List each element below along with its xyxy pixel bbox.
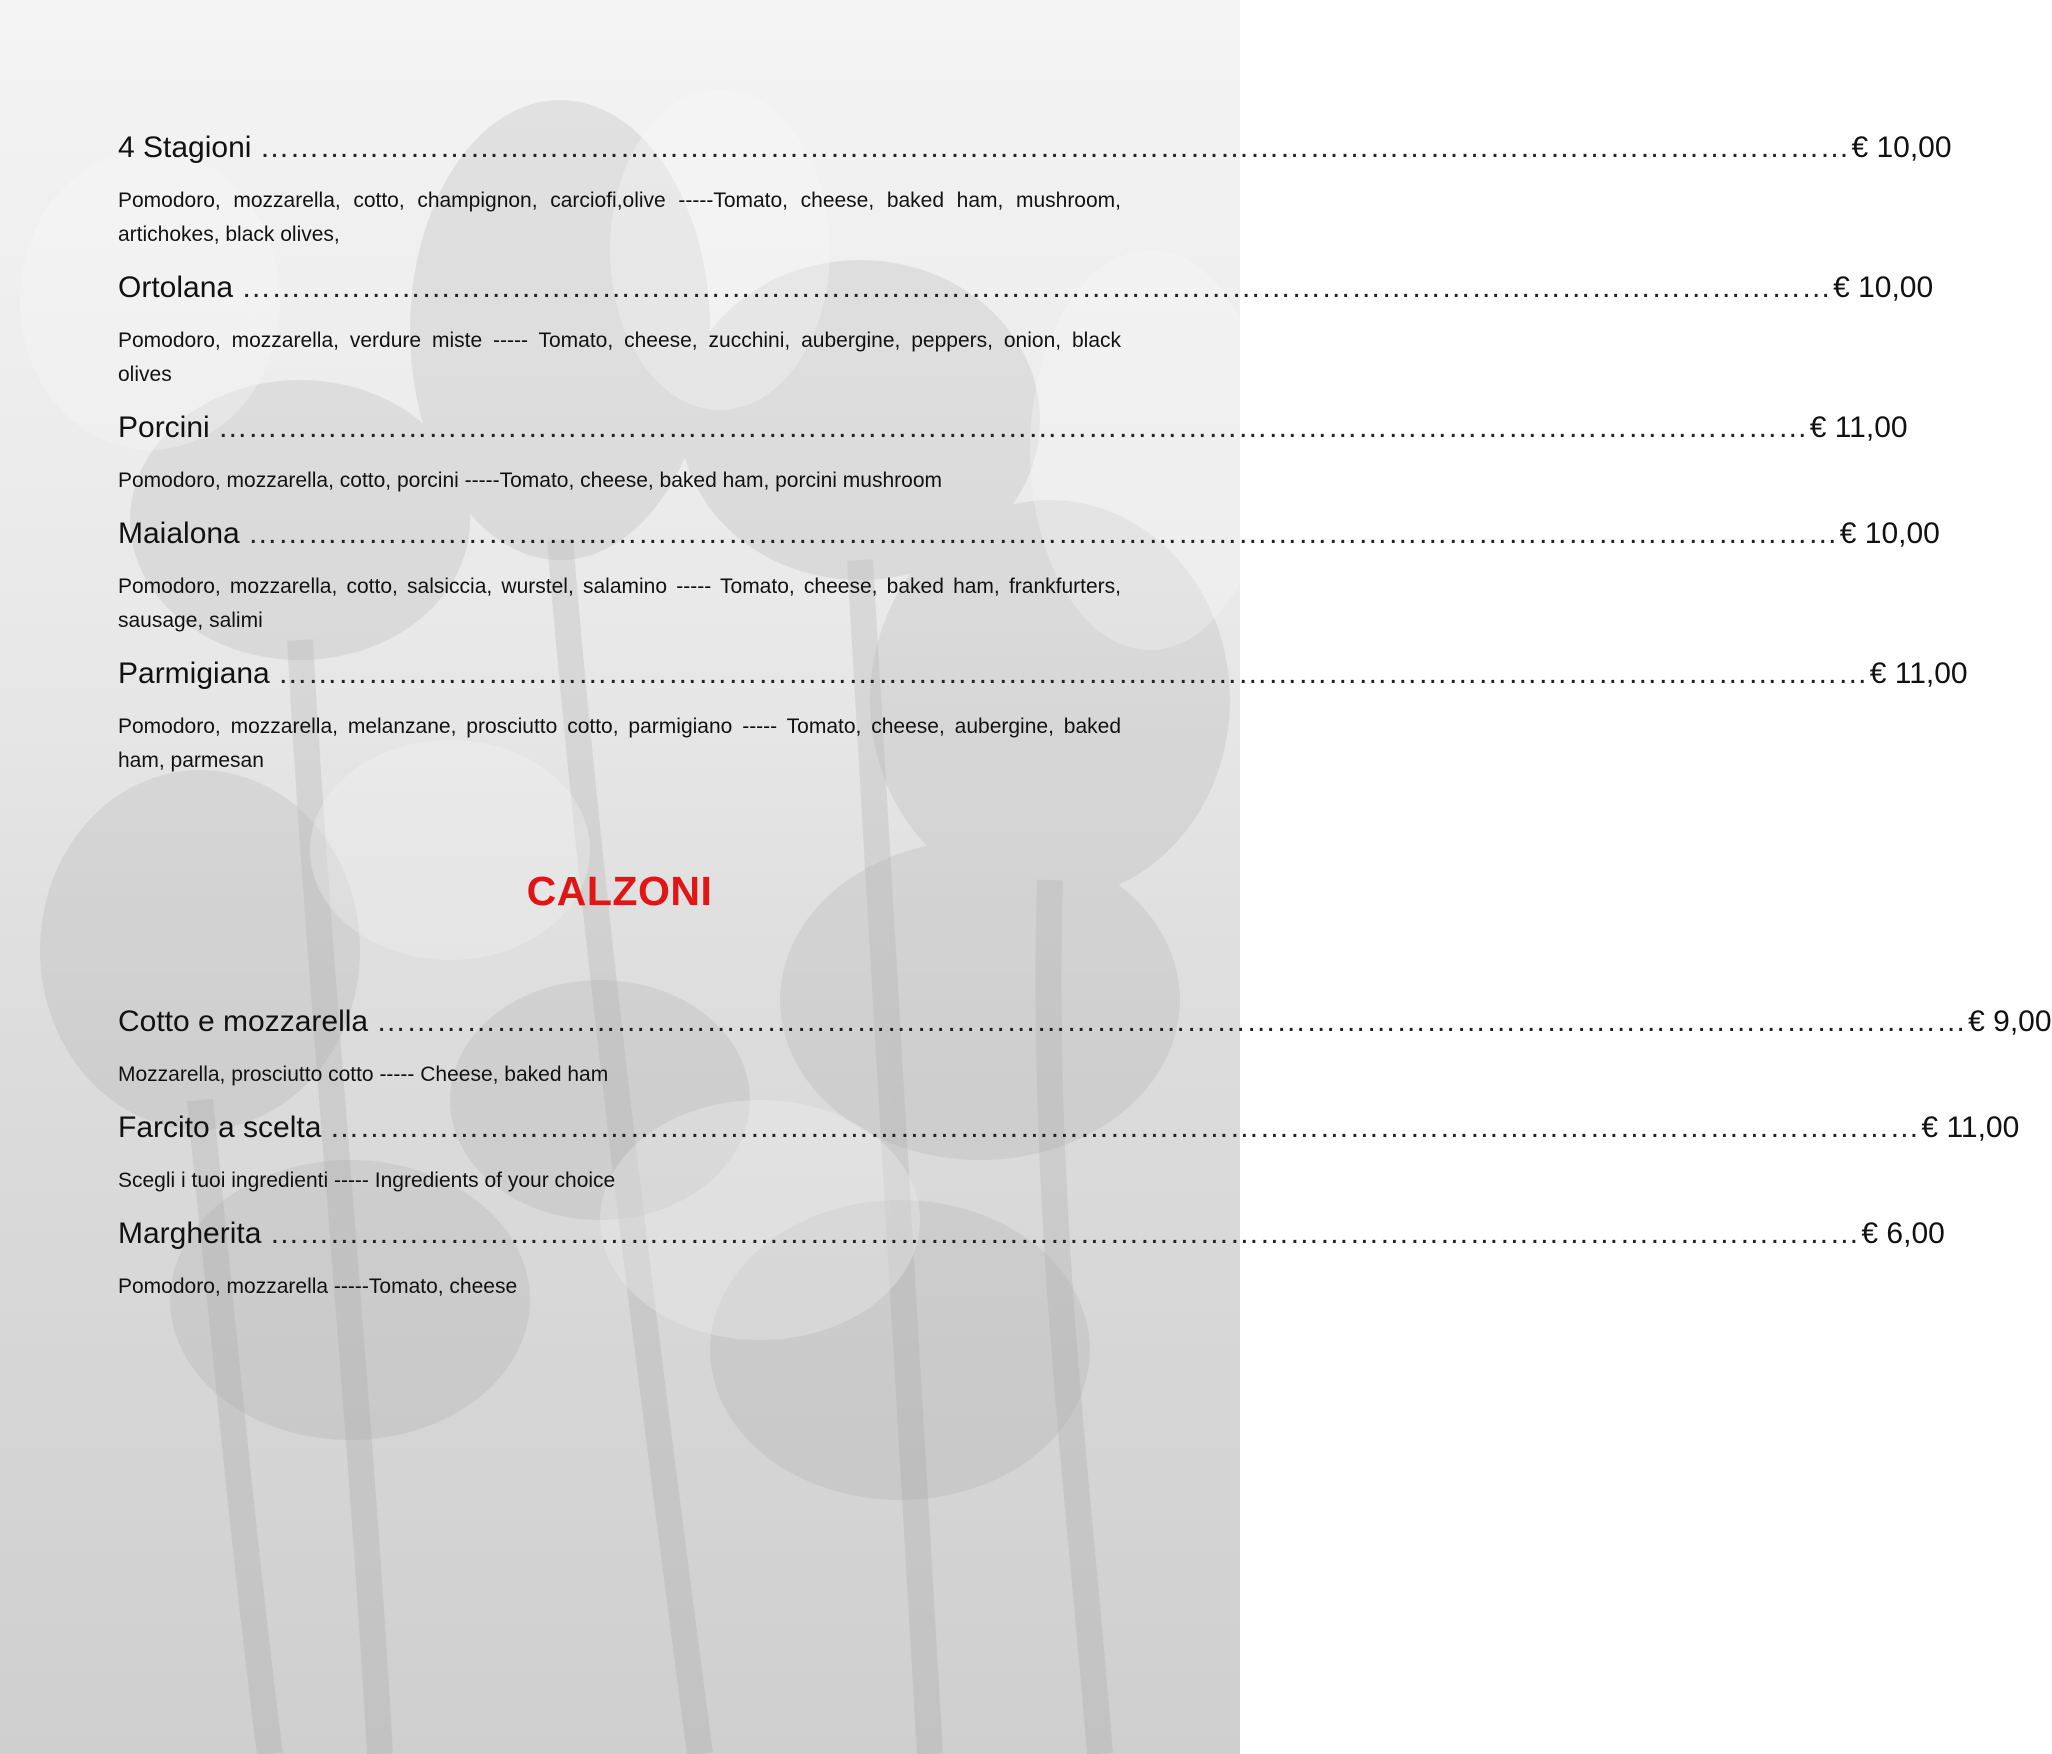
menu-item-line bbox=[118, 268, 1934, 308]
item-description: Scegli i tuoi ingredienti ----- Ingredients of your choice bbox=[118, 1169, 616, 1192]
item-description: Pomodoro, mozzarella, cotto, porcini -----Tomato, cheese, baked ham, porcini mushroom bbox=[118, 469, 943, 492]
item-description: Pomodoro, mozzarella, verdure miste ----- Tomato, cheese, zucchini, aubergine, peppers, onion, black olives bbox=[118, 329, 1121, 386]
dot-leader: …………………………………………………………………………………………………………………………………………… bbox=[259, 131, 1850, 164]
menu-item-line bbox=[118, 128, 1952, 168]
menu-item-4-stagioni bbox=[118, 128, 1952, 252]
menu-item-cotto-e-mozzarella bbox=[118, 1002, 2052, 1092]
dot-leader: …………………………………………………………………………………………………………………………………………… bbox=[217, 411, 1808, 444]
item-price: € 9,00 bbox=[1968, 1005, 2052, 1038]
dot-leader: …………………………………………………………………………………………………………………………………………… bbox=[241, 271, 1832, 304]
item-name: Parmigiana bbox=[118, 657, 270, 690]
menu-item-line bbox=[118, 654, 1968, 694]
item-description: Pomodoro, mozzarella, cotto, salsiccia, wurstel, salamino ----- Tomato, cheese, baked ham, frankfurters, sausage, salimi bbox=[118, 575, 1121, 632]
section-title-calzoni: CALZONI bbox=[526, 868, 713, 914]
item-price: € 10,00 bbox=[1833, 271, 1934, 304]
item-price: € 10,00 bbox=[1839, 517, 1940, 550]
dot-leader: …………………………………………………………………………………………………………………………………………… bbox=[277, 657, 1868, 690]
menu-item-porcini bbox=[118, 408, 1908, 498]
menu-item-ortolana bbox=[118, 268, 1934, 392]
dot-leader: …………………………………………………………………………………………………………………………………………… bbox=[269, 1217, 1860, 1250]
item-description: Pomodoro, mozzarella, cotto, champignon, carciofi,olive -----Tomato, cheese, baked ham, mushroom, artichokes, black olives, bbox=[118, 189, 1121, 246]
item-price: € 6,00 bbox=[1861, 1217, 1945, 1250]
dot-leader: …………………………………………………………………………………………………………………………………………… bbox=[376, 1005, 1967, 1038]
menu-item-farcito-a-scelta bbox=[118, 1108, 2020, 1198]
menu-item-line bbox=[118, 1214, 1945, 1254]
item-name: Margherita bbox=[118, 1217, 262, 1250]
menu-item-line bbox=[118, 408, 1908, 448]
item-description: Pomodoro, mozzarella, melanzane, prosciutto cotto, parmigiano ----- Tomato, cheese, aubergine, baked ham, parmesan bbox=[118, 715, 1121, 772]
item-name: Ortolana bbox=[118, 271, 234, 304]
menu-item-line bbox=[118, 1108, 2020, 1148]
menu-content bbox=[118, 128, 2052, 1320]
menu-item-line bbox=[118, 1002, 2052, 1042]
item-name: Cotto e mozzarella bbox=[118, 1005, 369, 1038]
dot-leader: …………………………………………………………………………………………………………………………………………… bbox=[329, 1111, 1920, 1144]
menu-item-parmigiana bbox=[118, 654, 1968, 778]
item-price: € 11,00 bbox=[1809, 411, 1908, 444]
menu-item-margherita bbox=[118, 1214, 1945, 1304]
item-name: Maialona bbox=[118, 517, 240, 550]
item-price: € 11,00 bbox=[1921, 1111, 2020, 1144]
item-name: 4 Stagioni bbox=[118, 131, 252, 164]
dot-leader: …………………………………………………………………………………………………………………………………………… bbox=[247, 517, 1838, 550]
item-name: Farcito a scelta bbox=[118, 1111, 322, 1144]
item-description: Mozzarella, prosciutto cotto ----- Cheese, baked ham bbox=[118, 1063, 609, 1086]
item-description: Pomodoro, mozzarella -----Tomato, cheese bbox=[118, 1275, 518, 1298]
item-price: € 11,00 bbox=[1869, 657, 1968, 690]
menu-item-maialona bbox=[118, 514, 1940, 638]
item-name: Porcini bbox=[118, 411, 210, 444]
menu-item-line bbox=[118, 514, 1940, 554]
item-price: € 10,00 bbox=[1851, 131, 1952, 164]
